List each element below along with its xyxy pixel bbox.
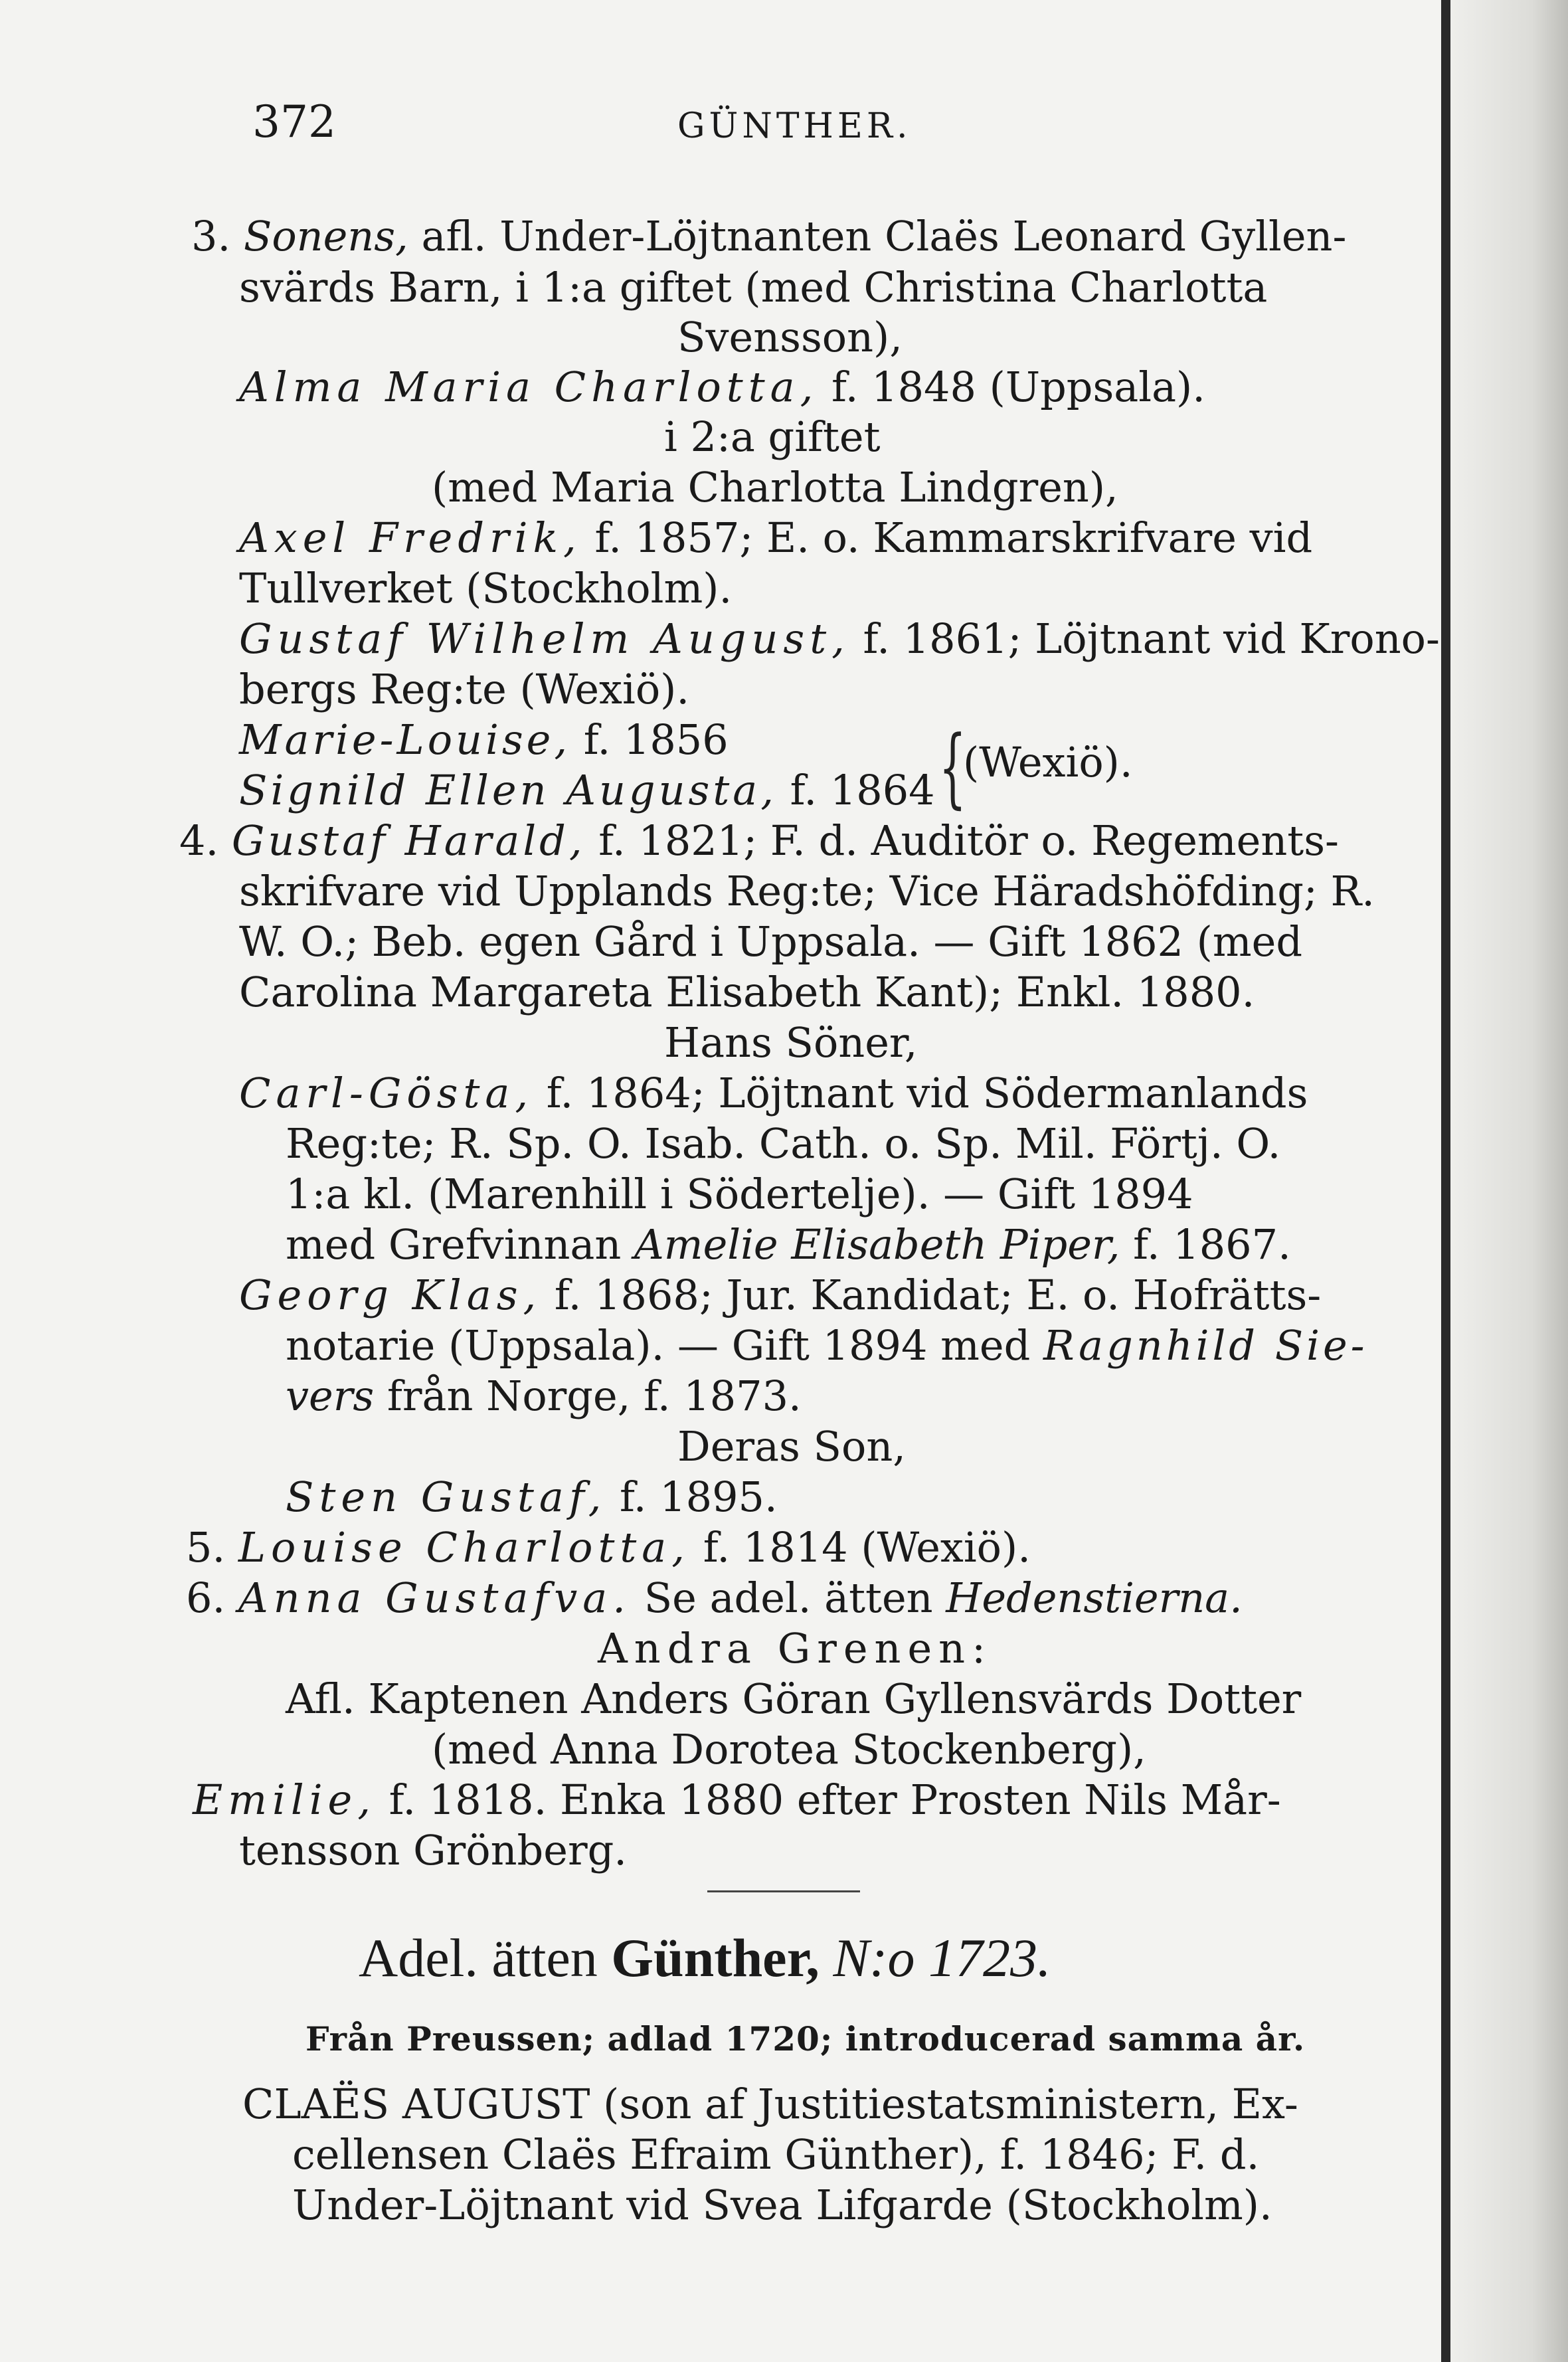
text-line: 3. Sonens, afl. Under-Löjtnanten Claës Leonard Gyllen- [191,212,1347,260]
text-line: med Grefvinnan Amelie Elisabeth Piper, f. 1867. [286,1220,1291,1269]
text-line: 4. Gustaf Harald, f. 1821; F. d. Auditör o. Regements- [179,816,1339,865]
text-line: 6. Anna Gustafva. Se adel. ätten Hedenstierna. [186,1574,1243,1622]
text-line: bergs Reg:te (Wexiö). [239,665,690,713]
text-line: Afl. Kaptenen Anders Göran Gyllensvärds Dotter [286,1675,1302,1723]
text-line: Georg Klas, f. 1868; Jur. Kandidat; E. o. Hofrätts- [239,1271,1322,1319]
text-line: Marie-Louise, f. 1856 [239,715,729,764]
text-line: Tullverket (Stockholm). [239,564,733,612]
family-title: Adel. ätten Günther, N:o 1723. [359,1928,1051,1988]
text-line: W. O.; Beb. egen Gård i Uppsala. — Gift 1862 (med [239,917,1303,966]
text-line: Carolina Margareta Elisabeth Kant); Enkl. 1880. [239,968,1255,1016]
text-line: tensson Grönberg. [239,1826,627,1874]
text-line: svärds Barn, i 1:a giftet (med Christina Charlotta [239,263,1268,312]
text-line: i 2:a giftet [664,412,881,461]
page-border-line [1441,0,1450,2362]
separator-rule [707,1890,860,1892]
family-subtitle: Från Preussen; adlad 1720; introducerad samma år. [305,2019,1306,2058]
section-heading: Andra Grenen: [598,1624,993,1673]
text-line: Signild Ellen Augusta, f. 1864 [239,766,935,814]
text-line: Carl-Gösta, f. 1864; Löjtnant vid Södermanlands [239,1069,1308,1117]
text-line: (med Anna Dorotea Stockenberg), [432,1725,1146,1773]
text-line: Gustaf Wilhelm August, f. 1861; Löjtnant vid Krono- [239,614,1440,663]
text-line: Svensson), [677,313,903,361]
text-line: Sten Gustaf, f. 1895. [286,1473,778,1521]
text-line: Under-Löjtnant vid Svea Lifgarde (Stockholm). [292,2181,1272,2229]
text-line: Hans Söner, [664,1018,918,1067]
brace-icon: { [938,717,967,818]
running-title: GÜNTHER. [677,106,912,146]
text-line: (med Maria Charlotta Lindgren), [432,463,1118,511]
page-edge [1448,0,1568,2362]
text-line: 5. Louise Charlotta, f. 1814 (Wexiö). [186,1523,1031,1572]
text-line: CLAËS AUGUST (son af Justitiestatsministern, Ex- [242,2080,1298,2128]
text-line: cellensen Claës Efraim Günther), f. 1846; F. d. [292,2130,1260,2179]
text-line: notarie (Uppsala). — Gift 1894 med Ragnhild Sie- [286,1321,1368,1370]
text-line: Axel Fredrik, f. 1857; E. o. Kammarskrifvare vid [239,513,1313,562]
text-line: vers från Norge, f. 1873. [286,1372,802,1420]
text-line: Deras Son, [677,1422,906,1471]
text-line: Alma Maria Charlotta, f. 1848 (Uppsala). [239,363,1205,411]
text-line: Reg:te; R. Sp. O. Isab. Cath. o. Sp. Mil. Förtj. O. [286,1119,1281,1168]
text-line: Emilie, f. 1818. Enka 1880 efter Prosten Nils Mår- [193,1775,1281,1824]
text-line: skrifvare vid Upplands Reg:te; Vice Häradshöfding; R. [239,867,1375,915]
text-line: 1:a kl. (Marenhill i Södertelje). — Gift 1894 [286,1170,1193,1218]
text-line: (Wexiö). [963,738,1133,786]
page-number: 372 [252,96,336,147]
